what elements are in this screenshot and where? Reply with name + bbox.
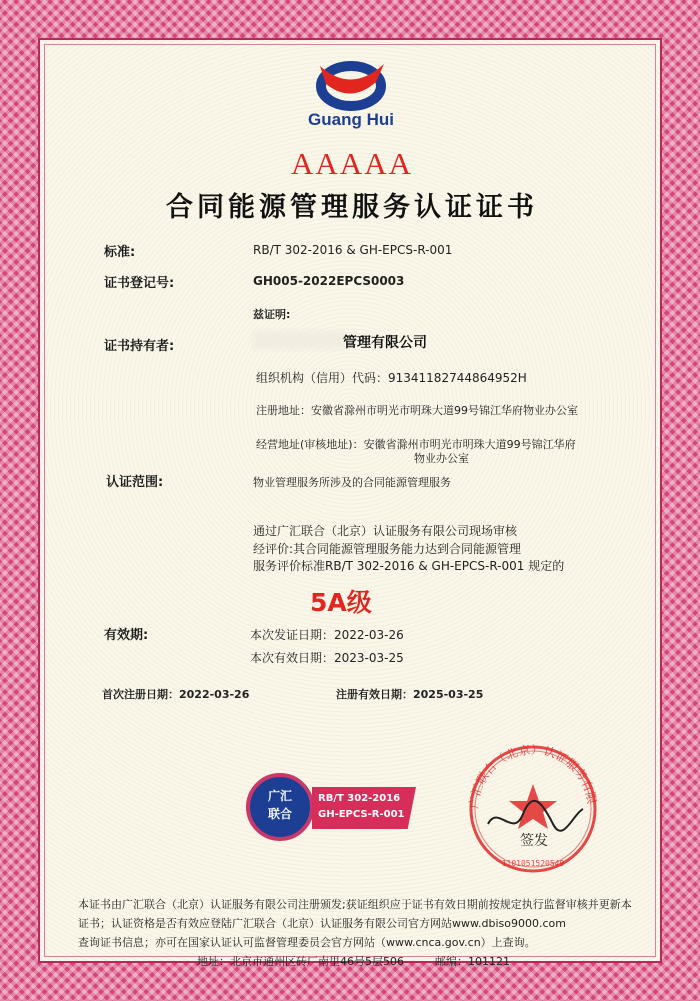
logo-text: Guang Hui	[308, 110, 394, 129]
guanghui-logo	[306, 54, 396, 134]
footer-postcode: 邮编：101121	[435, 955, 510, 968]
badge-cn-line2: 联合	[267, 807, 292, 821]
seal-icon	[458, 744, 608, 874]
badge-std-line1: RB/T 302-2016	[318, 793, 401, 804]
standard-label: 标准:	[104, 245, 136, 260]
operating-address-line1: 经营地址(审核地址)：安徽省滁州市明光市明珠大道99号锦江华府	[256, 438, 576, 451]
statement-line1: 通过广汇联合（北京）认证服务有限公司现场审核	[253, 524, 518, 538]
reg-no-label: 证书登记号:	[104, 276, 175, 291]
org-code: 组织机构（信用）代码：91341182744864952H	[256, 371, 527, 385]
registered-address: 注册地址：安徽省滁州市明光市明珠大道99号锦江华府物业办公室	[256, 404, 578, 417]
footer-line1: 本证书由广汇联合（北京）认证服务有限公司注册颁发;获证组织应于证书有效日期前按规定执行监督审核并更新本	[78, 898, 632, 911]
standard-value: RB/T 302-2016 & GH-EPCS-R-001	[253, 243, 453, 257]
certificate-paper	[38, 38, 662, 968]
signature-caption: 签发	[520, 833, 548, 849]
certificate-title: 合同能源管理服务认证证书	[166, 192, 538, 223]
seal-number: 1101051520549	[501, 859, 565, 868]
redacted-area	[253, 331, 345, 349]
first-registration-date: 首次注册日期：2022-03-26	[102, 688, 250, 701]
holder-value: 管理有限公司	[343, 335, 427, 351]
expiry-date: 本次有效日期：2023-03-25	[250, 651, 404, 665]
statement-line3: 服务评价标准RB/T 302-2016 & GH-EPCS-R-001 规定的	[253, 559, 565, 573]
validity-label: 有效期:	[104, 628, 149, 643]
badge-cn-line1: 广汇	[267, 789, 292, 803]
official-seal	[458, 744, 608, 874]
holder-label: 证书持有者:	[104, 339, 175, 354]
guanghui-logo-icon	[306, 54, 396, 116]
footer-line3: 查询证书信息；亦可在国家认证认可监督管理委员会官方网站（www.cnca.gov.cn）上查询。	[78, 936, 536, 949]
issue-date: 本次发证日期：2022-03-26	[250, 628, 404, 642]
scope-label: 认证范围:	[106, 475, 164, 490]
badge-std-line2: GH-EPCS-R-001	[318, 809, 405, 820]
footer-line2: 证书；认证资格是否有效应登陆广汇联合（北京）认证服务有限公司官方网站www.dbiso9000.com	[78, 917, 566, 930]
footer-address: 地址：北京市通州区砖厂南里46号5层506	[197, 955, 404, 968]
reg-no-value: GH005-2022EPCS0003	[253, 274, 405, 288]
hereby-text: 兹证明:	[253, 308, 291, 321]
grade-level: 5A级	[310, 588, 372, 617]
registration-valid-date: 注册有效日期：2025-03-25	[336, 688, 484, 701]
grade-letters: AAAAA	[291, 146, 413, 181]
seal-ring-text: 广汇联合（北京）认证服务有限	[466, 744, 599, 810]
footer-notice	[78, 895, 658, 952]
accreditation-badge	[246, 773, 426, 843]
scope-value: 物业管理服务所涉及的合同能源管理服务	[253, 476, 451, 489]
operating-address-line2: 物业办公室	[414, 452, 469, 465]
statement-line2: 经评价:其合同能源管理服务能力达到合同能源管理	[253, 542, 522, 556]
